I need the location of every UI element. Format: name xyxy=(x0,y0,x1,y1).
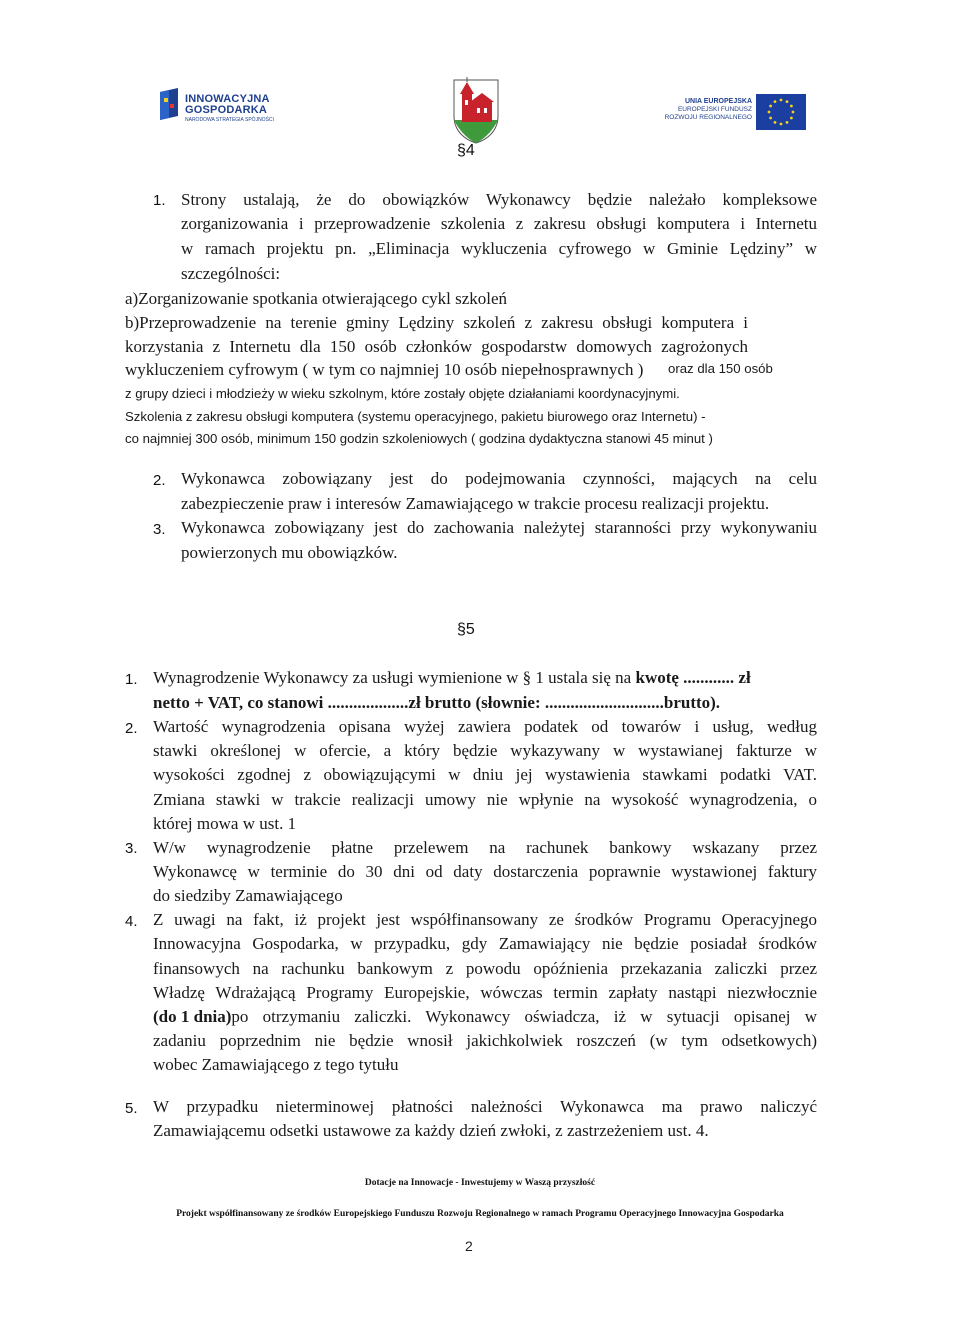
page-number: 2 xyxy=(465,1238,473,1254)
eu-logo xyxy=(640,94,806,132)
sec5-p2-line: wysokości zgodnej z obowiązującymi w dniu jej wystawienia stawkami podatki VAT. xyxy=(153,765,817,784)
sec4-p1-item-a: a)Zorganizowanie spotkania otwierającego cykl szkoleń xyxy=(125,289,508,308)
logo-left-line1: INNOWACYJNA xyxy=(185,93,270,105)
sec5-p4-line: wobec Zamawiającego z tego tytułu xyxy=(153,1055,399,1074)
sec5-p3-line: W/w wynagrodzenie płatne przelewem na rachunek bankowy wskazany przez xyxy=(153,838,817,857)
sec5-p4-line5 xyxy=(153,1005,817,1029)
sec4-p1-line: wykluczeniem cyfrowym ( w tym co najmniej 10 osób niepełnosprawnych ) xyxy=(125,360,644,379)
sec4-p1-line: szczególności: xyxy=(181,264,281,283)
sec4-p1-sans-line: Szkolenia z zakresu obsługi komputera (systemu operacyjnego, pakietu biurowego oraz Internetu) - xyxy=(125,409,706,424)
sec5-p4-deadline: (do 1 dnia) xyxy=(153,1007,232,1026)
sec4-p1-item-b: b)Przeprowadzenie na terenie gminy Lędziny szkoleń z zakresu obsługi komputera i xyxy=(125,313,748,332)
sec4-p1-number: 1. xyxy=(153,192,166,209)
sec4-p1-line: w ramach projektu pn. „Eliminacja wykluczenia cyfrowego w Gminie Lędziny” w xyxy=(181,239,817,258)
section-4-heading: §4 xyxy=(457,142,475,159)
sec5-p4-line: Z uwagi na fakt, iż projekt jest współfinansowany ze środków Programu Operacyjnego xyxy=(153,910,817,929)
sec5-p5-number: 5. xyxy=(125,1100,138,1117)
eu-flag-icon xyxy=(756,94,806,130)
sec5-p4-line: zadaniu poprzednim nie będzie wnosił jakichkolwiek roszczeń (w tym odsetkowych) xyxy=(153,1031,817,1050)
footer-funding-note: Projekt współfinansowany ze środków Europejskiego Funduszu Rozwoju Regionalnego w ramach Programu Operacyjnego Innowacyjna Gospodarka xyxy=(176,1209,784,1219)
sec5-p4-line5-rest: po otrzymaniu zaliczki. Wykonawcy oświadcza, iż w sytuacji opisanej w xyxy=(231,1007,817,1026)
sec5-p4-line: finansowych na rachunku bankowym z powodu opóźnienia przekazania zaliczki przez xyxy=(153,959,817,978)
logo-right-line1: UNIA EUROPEJSKA xyxy=(684,98,752,105)
sec5-p2-line: której mowa w ust. 1 xyxy=(153,814,297,833)
sec5-p1-line2: netto + VAT, co stanowi ...................zł brutto (słownie: ............................brutto). xyxy=(153,693,721,712)
sec5-p1-line1-plain: Wynagrodzenie Wykonawcy za usługi wymienione w § 1 ustala się na xyxy=(153,668,636,687)
sec5-p4-number: 4. xyxy=(125,913,138,930)
sec4-p3-line: powierzonych mu obowiązków. xyxy=(181,543,398,562)
logo-right-line3: ROZWOJU REGIONALNEGO xyxy=(664,114,752,121)
sec4-p2-line: zabezpieczenie praw i interesów Zamawiającego w trakcie procesu realizacji projektu. xyxy=(181,494,770,513)
sec5-p2-line: stawki określonej w ofercie, a który będzie wykazywany w wystawianej fakturze w xyxy=(153,741,817,760)
logo-right-line2: EUROPEJSKI FUNDUSZ xyxy=(677,106,752,113)
innowacyjna-gospodarka-logo xyxy=(158,86,274,126)
sec5-p1-line1-amount: kwotę ............ zł xyxy=(635,668,751,687)
sec4-p1-line: korzystania z Internetu dla 150 osób członków gospodarstw domowych zagrożonych xyxy=(125,337,748,356)
sec4-p1-line-tail: oraz dla 150 osób xyxy=(668,361,773,376)
sec5-p5-line: W przypadku nieterminowej płatności należności Wykonawca ma prawo naliczyć xyxy=(153,1097,817,1116)
sec4-p1-line: Strony ustalają, że do obowiązków Wykonawcy będzie należało kompleksowe xyxy=(181,190,817,209)
sec4-p2-number: 2. xyxy=(153,472,166,489)
sec5-p1-line1 xyxy=(153,666,817,690)
sec5-p3-number: 3. xyxy=(125,840,138,857)
sec4-p1-line: zorganizowania i przeprowadzenie szkolenia z zakresu obsługi komputera i Internetu xyxy=(181,214,817,233)
sec5-p4-line: Innowacyjna Gospodarka, w przypadku, gdy Zamawiający nie będzie posiadał środków xyxy=(153,934,817,953)
sec4-p3-number: 3. xyxy=(153,521,166,538)
town-crest-icon xyxy=(450,76,502,144)
eu-logo-text xyxy=(665,98,752,122)
sec5-p3-line: Wykonawcę w terminie do 30 dni od daty dostarczenia poprawnie wystawionej faktury xyxy=(153,862,817,881)
sec5-p2-line: Zmiana stawki w trakcie realizacji umowy nie wpłynie na wysokość wynagrodzenia, o xyxy=(153,790,817,809)
logo-left-line3: NARODOWA STRATEGIA SPÓJNOŚCI xyxy=(185,117,274,123)
sec5-p2-number: 2. xyxy=(125,720,138,737)
sec5-p4-line: Władzę Wdrażającą Programy Europejskie, wówczas termin zapłaty nastąpi niezwłocznie xyxy=(153,983,817,1002)
sec4-p1-sans-line: z grupy dzieci i młodzieży w wieku szkolnym, które zostały objęte działaniami koordynacyjnymi. xyxy=(125,386,680,401)
ig-flag-icon xyxy=(158,88,180,120)
sec4-p1-sans-line: co najmniej 300 osób, minimum 150 godzin szkoleniowych ( godzina dydaktyczna stanowi 45 minut ) xyxy=(125,431,713,446)
sec5-p3-line: do siedziby Zamawiającego xyxy=(153,886,343,905)
sec4-p3-line: Wykonawca zobowiązany jest do zachowania należytej staranności przy wykonywaniu xyxy=(181,518,817,537)
sec5-p1-number: 1. xyxy=(125,671,138,688)
sec5-p2-line: Wartość wynagrodzenia opisana wyżej zawiera podatek od towarów i usług, według xyxy=(153,717,817,736)
sec4-p2-line: Wykonawca zobowiązany jest do podejmowania czynności, mających na celu xyxy=(181,469,817,488)
section-5-heading: §5 xyxy=(457,621,475,638)
sec5-p5-line: Zamawiającemu odsetki ustawowe za każdy dzień zwłoki, z zastrzeżeniem ust. 4. xyxy=(153,1121,709,1140)
logo-left-line2: GOSPODARKA xyxy=(185,104,268,116)
footer-slogan: Dotacje na Innowacje - Inwestujemy w Waszą przyszłość xyxy=(364,1178,596,1188)
